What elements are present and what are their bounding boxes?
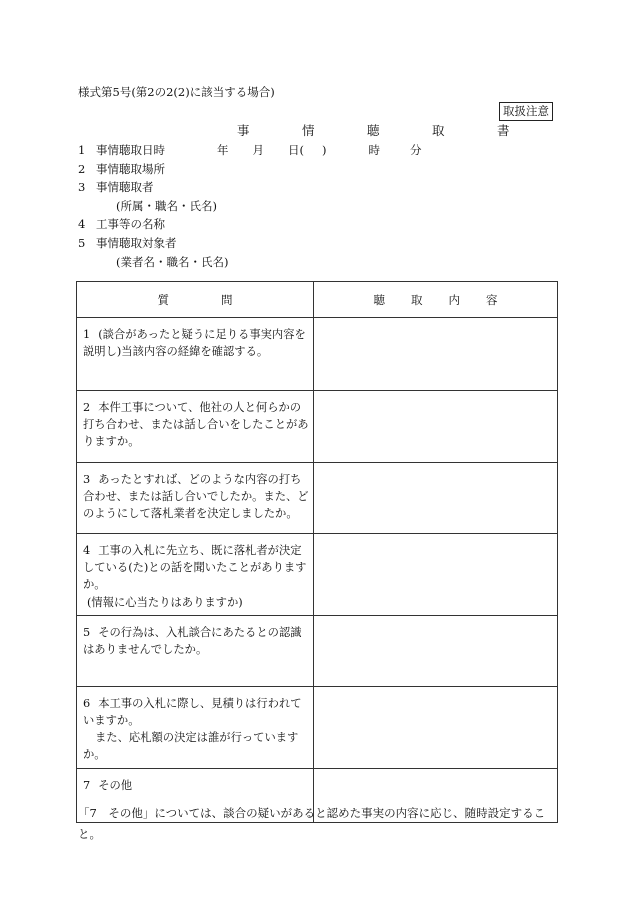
item-list bbox=[78, 141, 228, 271]
question-cell bbox=[77, 318, 314, 391]
header-answer-char: 取 bbox=[411, 292, 423, 307]
handling-caution-stamp: 取扱注意 bbox=[499, 102, 553, 121]
footnote: 「7 その他」については、談合の疑いがあると認めた事実の内容に応じ、随時設定すること。 bbox=[78, 806, 546, 841]
question-supplement: また、応札額の決定は誰が行っていますか。 bbox=[83, 731, 299, 762]
table-row bbox=[77, 463, 558, 534]
item-number: 1 bbox=[78, 143, 86, 157]
header-answer-char: 聴 bbox=[373, 292, 385, 307]
interview-datetime-fields bbox=[217, 141, 422, 159]
item-sublabel: (業者名・職名・氏名) bbox=[116, 254, 229, 269]
item-3 bbox=[78, 178, 228, 197]
day-label: 日( bbox=[288, 143, 304, 157]
form-number: 様式第5号(第2の2(2)に該当する場合) bbox=[78, 85, 275, 99]
header-answer-char: 容 bbox=[486, 292, 498, 307]
question-cell bbox=[77, 463, 314, 534]
item-number: 2 bbox=[78, 161, 86, 176]
item-5-note bbox=[78, 253, 228, 272]
item-number bbox=[78, 197, 96, 216]
question-text: 本件工事について、他社の人と何らかの打ち合わせ、または話し合いをしたことがありますか。 bbox=[83, 401, 309, 449]
table-row bbox=[77, 534, 558, 616]
question-text: その他 bbox=[98, 778, 133, 792]
question-text: その行為は、入札談合にあたるとの認識はありませんでしたか。 bbox=[83, 625, 302, 657]
item-3-note bbox=[78, 197, 228, 216]
header-answer bbox=[314, 282, 558, 318]
hour-label: 時 bbox=[368, 143, 380, 157]
question-cell bbox=[77, 534, 314, 616]
month-label: 月 bbox=[252, 143, 264, 157]
table-row bbox=[77, 318, 558, 391]
question-number: 6 bbox=[83, 696, 91, 710]
item-label: 事情聴取日時 bbox=[96, 143, 165, 157]
question-cell bbox=[77, 686, 314, 768]
year-label: 年 bbox=[217, 143, 229, 157]
header-question-char: 問 bbox=[221, 292, 233, 307]
item-label: 事情聴取場所 bbox=[96, 161, 165, 176]
minute-label: 分 bbox=[410, 143, 422, 157]
item-1 bbox=[78, 141, 228, 160]
item-5 bbox=[78, 234, 228, 253]
question-text: あったとすれば、どのような内容の打ち合わせ、または話し合いでしたか。また、どのようにして落札業者を決定しましたか。 bbox=[83, 473, 309, 521]
question-number: 3 bbox=[83, 473, 91, 486]
question-number: 2 bbox=[83, 401, 91, 414]
answer-cell[interactable] bbox=[314, 391, 558, 463]
answer-cell[interactable] bbox=[314, 318, 558, 391]
question-number: 1 bbox=[83, 328, 91, 341]
item-sublabel: (所属・職名・氏名) bbox=[116, 198, 217, 213]
question-text: 本工事の入札に際し、見積りは行われていますか。 bbox=[83, 696, 302, 728]
question-cell bbox=[77, 615, 314, 686]
question-number: 4 bbox=[83, 544, 91, 557]
question-number: 5 bbox=[83, 625, 91, 639]
item-number: 3 bbox=[78, 180, 86, 195]
question-cell bbox=[77, 391, 314, 463]
table-row bbox=[77, 615, 558, 686]
item-label: 事情聴取者 bbox=[96, 180, 154, 195]
header-question bbox=[77, 282, 314, 318]
document-title: 事 情 聴 取 書 bbox=[237, 123, 530, 138]
question-text: 工事の入札に先立ち、既に落札者が決定している(た)との話を聞いたことがありますか。 bbox=[83, 544, 307, 592]
item-number: 4 bbox=[78, 217, 86, 232]
item-number bbox=[78, 253, 96, 272]
question-answer-table bbox=[76, 281, 558, 823]
answer-cell[interactable] bbox=[314, 615, 558, 686]
item-label: 工事等の名称 bbox=[96, 217, 165, 232]
header-question-char: 質 bbox=[157, 292, 169, 307]
item-2 bbox=[78, 160, 228, 179]
table-header-row bbox=[77, 282, 558, 318]
answer-cell[interactable] bbox=[314, 686, 558, 768]
weekday-close-paren: ) bbox=[322, 143, 327, 157]
question-supplement: (情報に心当たりはありますか) bbox=[87, 595, 243, 609]
question-number: 7 bbox=[83, 778, 91, 792]
item-number: 5 bbox=[78, 235, 86, 250]
item-4 bbox=[78, 215, 228, 234]
question-text: (談合があったと疑うに足りる事実内容を説明し)当該内容の経緯を確認する。 bbox=[83, 328, 306, 359]
answer-cell[interactable] bbox=[314, 463, 558, 534]
item-label: 事情聴取対象者 bbox=[96, 235, 177, 250]
answer-cell[interactable] bbox=[314, 534, 558, 616]
table-row bbox=[77, 686, 558, 768]
header-answer-char: 内 bbox=[448, 292, 460, 307]
table-row bbox=[77, 391, 558, 463]
